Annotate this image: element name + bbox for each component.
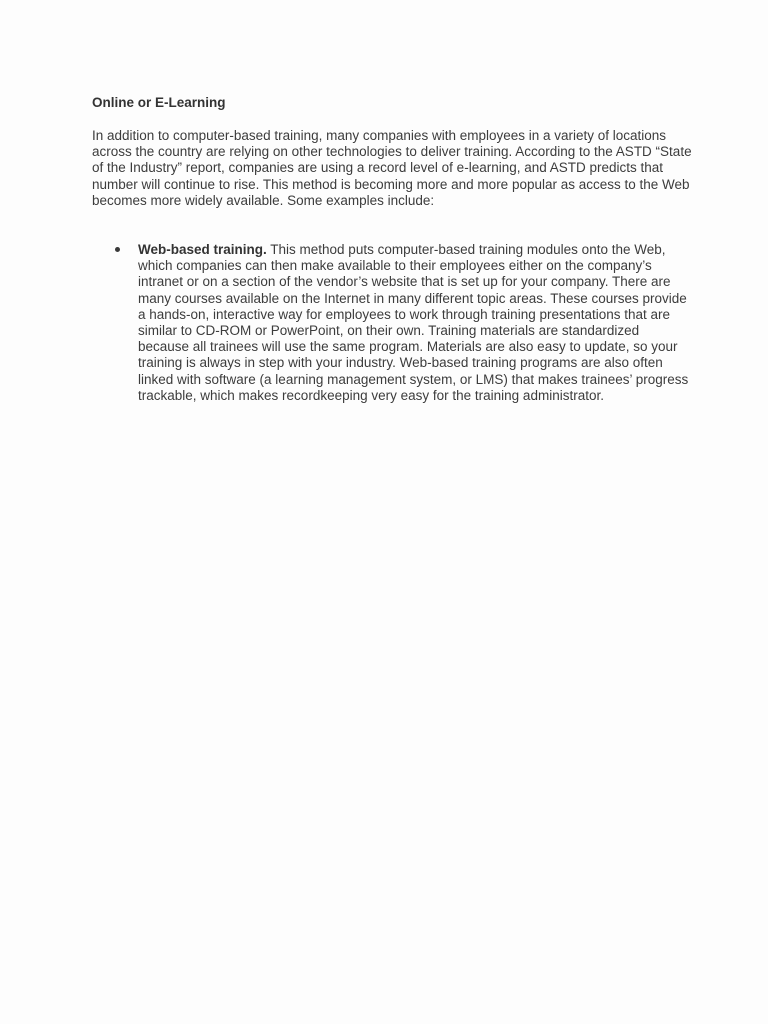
intro-paragraph: In addition to computer-based training, many companies with employees in a variety of locations across the country are relying on other technologies to deliver training. According to the ASTD “State of the Industry” report, companies are using a record level of e-learning, and ASTD predicts that number will continue to rise. This method is becoming more and more popular as access to the Web becomes more widely available. Some examples include: [92,128,692,208]
examples-list [112,242,692,404]
bullet-body-text: This method puts computer-based training modules onto the Web, which companies can then make available to their employees either on the company’s intranet or on a section of the vendor’s website that is set up for your company. There are many courses available on the Internet in many different topic areas. These courses provide a hands-on, interactive way for employees to work through training presentations that are similar to CD-ROM or PowerPoint, on their own. Training materials are standardized because all trainees will use the same program. Materials are also easy to update, so your training is always in step with your industry. Web-based training programs are also often linked with software (a learning management system, or LMS) that makes trainees’ progress trackable, which makes recordkeeping very easy for the training administrator. [138,242,689,403]
bullet-icon [115,247,120,252]
bullet-lead-text: Web-based training. [138,242,267,257]
section-heading: Online or E-Learning [92,95,226,110]
list-item [112,242,692,404]
